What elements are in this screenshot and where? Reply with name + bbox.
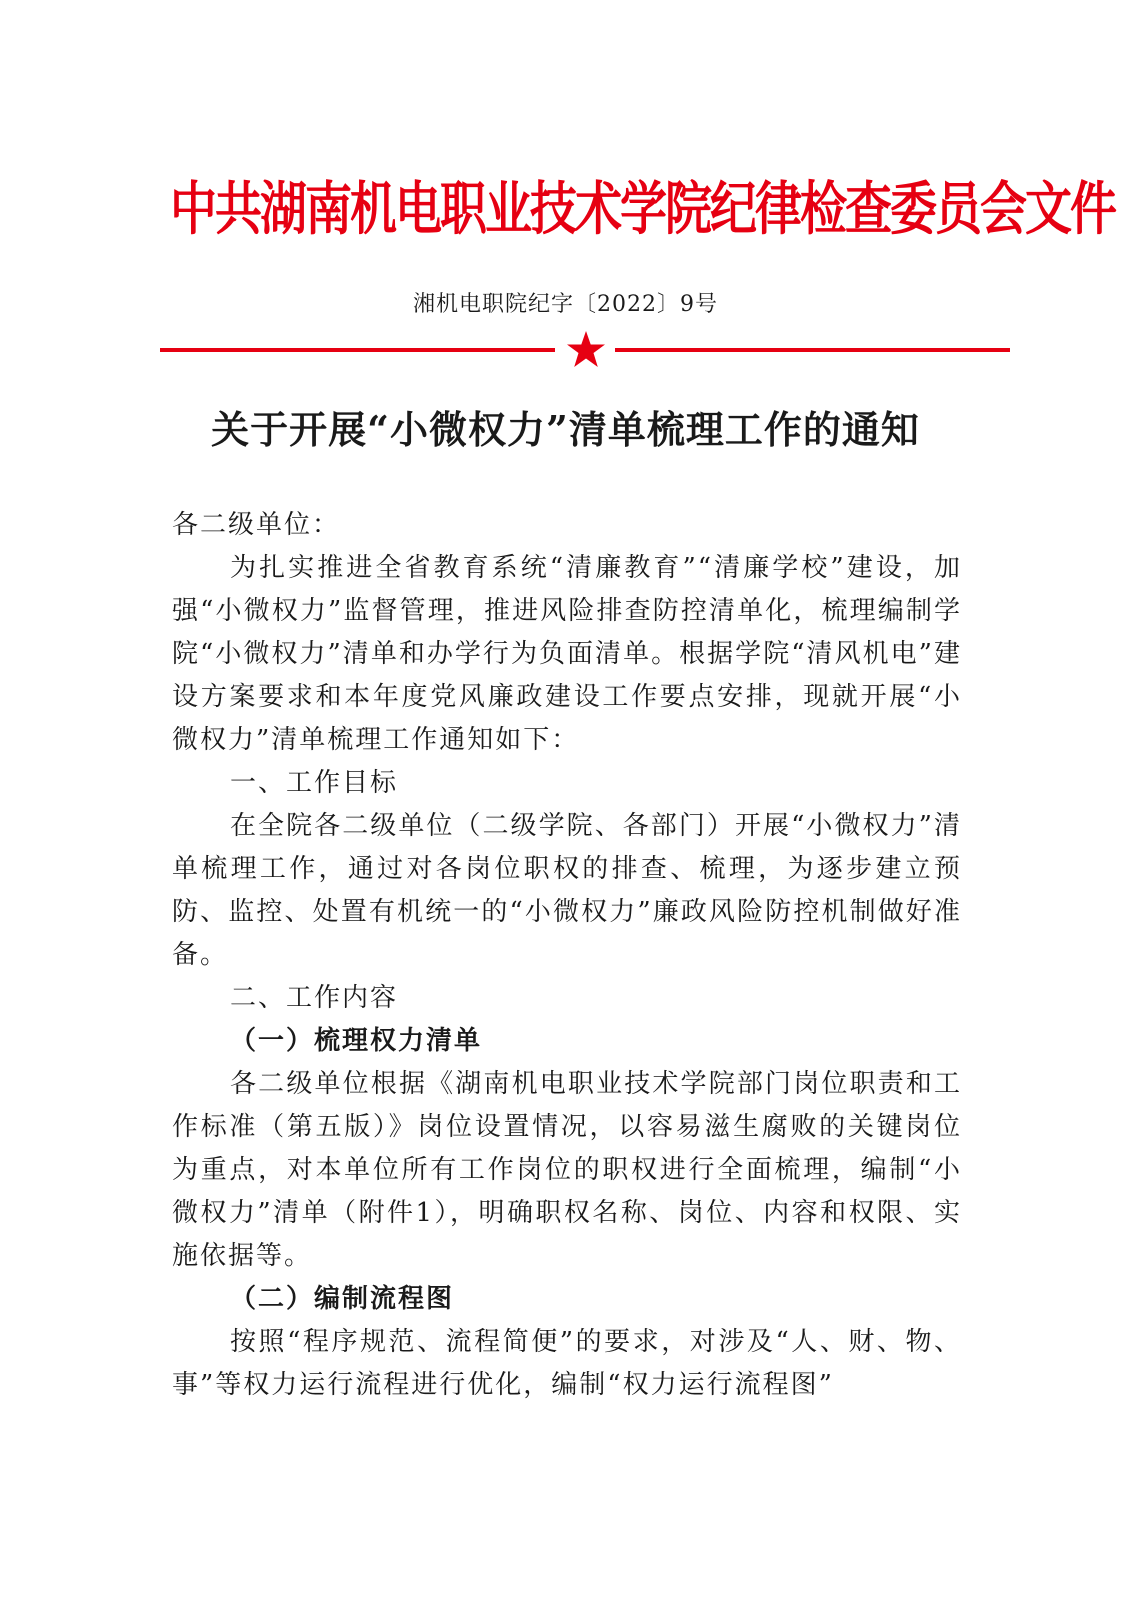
- intro-paragraph: 为扎实推进全省教育系统“清廉教育”“清廉学校”建设，加强“小微权力”监督管理，推进风险排查防控清单化，梳理编制学院“小微权力”清单和办学行为负面清单。根据学院“清风机电”建设方案要求和本年度党风廉政建设工作要点安排，现就开展“小微权力”清单梳理工作通知如下：: [172, 553, 962, 755]
- salutation: 各二级单位：: [172, 510, 341, 540]
- subheading-power-list: （一）梳理权力清单: [230, 1026, 483, 1056]
- star-icon: [566, 329, 606, 369]
- notice-title: 关于开展“小微权力”清单梳理工作的通知: [211, 407, 920, 452]
- goals-paragraph: 在全院各二级单位（二级学院、各部门）开展“小微权力”清单梳理工作，通过对各岗位职权的排查、梳理，为逐步建立预防、监控、处置有机统一的“小微权力”廉政风险防控机制做好准备。: [172, 811, 962, 970]
- section-heading-content: 二、工作内容: [230, 983, 399, 1013]
- divider-line-left: [160, 348, 555, 352]
- subheading-flowchart: （二）编制流程图: [230, 1284, 455, 1314]
- divider-line-right: [615, 348, 1010, 352]
- flowchart-paragraph: 按照“程序规范、流程简便”的要求，对涉及“人、财、物、事”等权力运行流程进行优化，编制“权力运行流程图”: [172, 1327, 962, 1400]
- document-body: [172, 504, 962, 1407]
- section-heading-goals: 一、工作目标: [230, 768, 399, 798]
- power-list-paragraph: 各二级单位根据《湖南机电职业技术学院部门岗位职责和工作标准（第五版）》岗位设置情况，以容易滋生腐败的关键岗位为重点，对本单位所有工作岗位的职权进行全面梳理，编制“小微权力”清单（附件1），明确职权名称、岗位、内容和权限、实施依据等。: [172, 1069, 962, 1271]
- red-divider: [160, 337, 1010, 367]
- document-number: 湘机电职院纪字〔2022〕9号: [413, 292, 718, 317]
- org-header-title: 中共湖南机电职业技术学院纪律检查委员会文件: [170, 175, 1115, 243]
